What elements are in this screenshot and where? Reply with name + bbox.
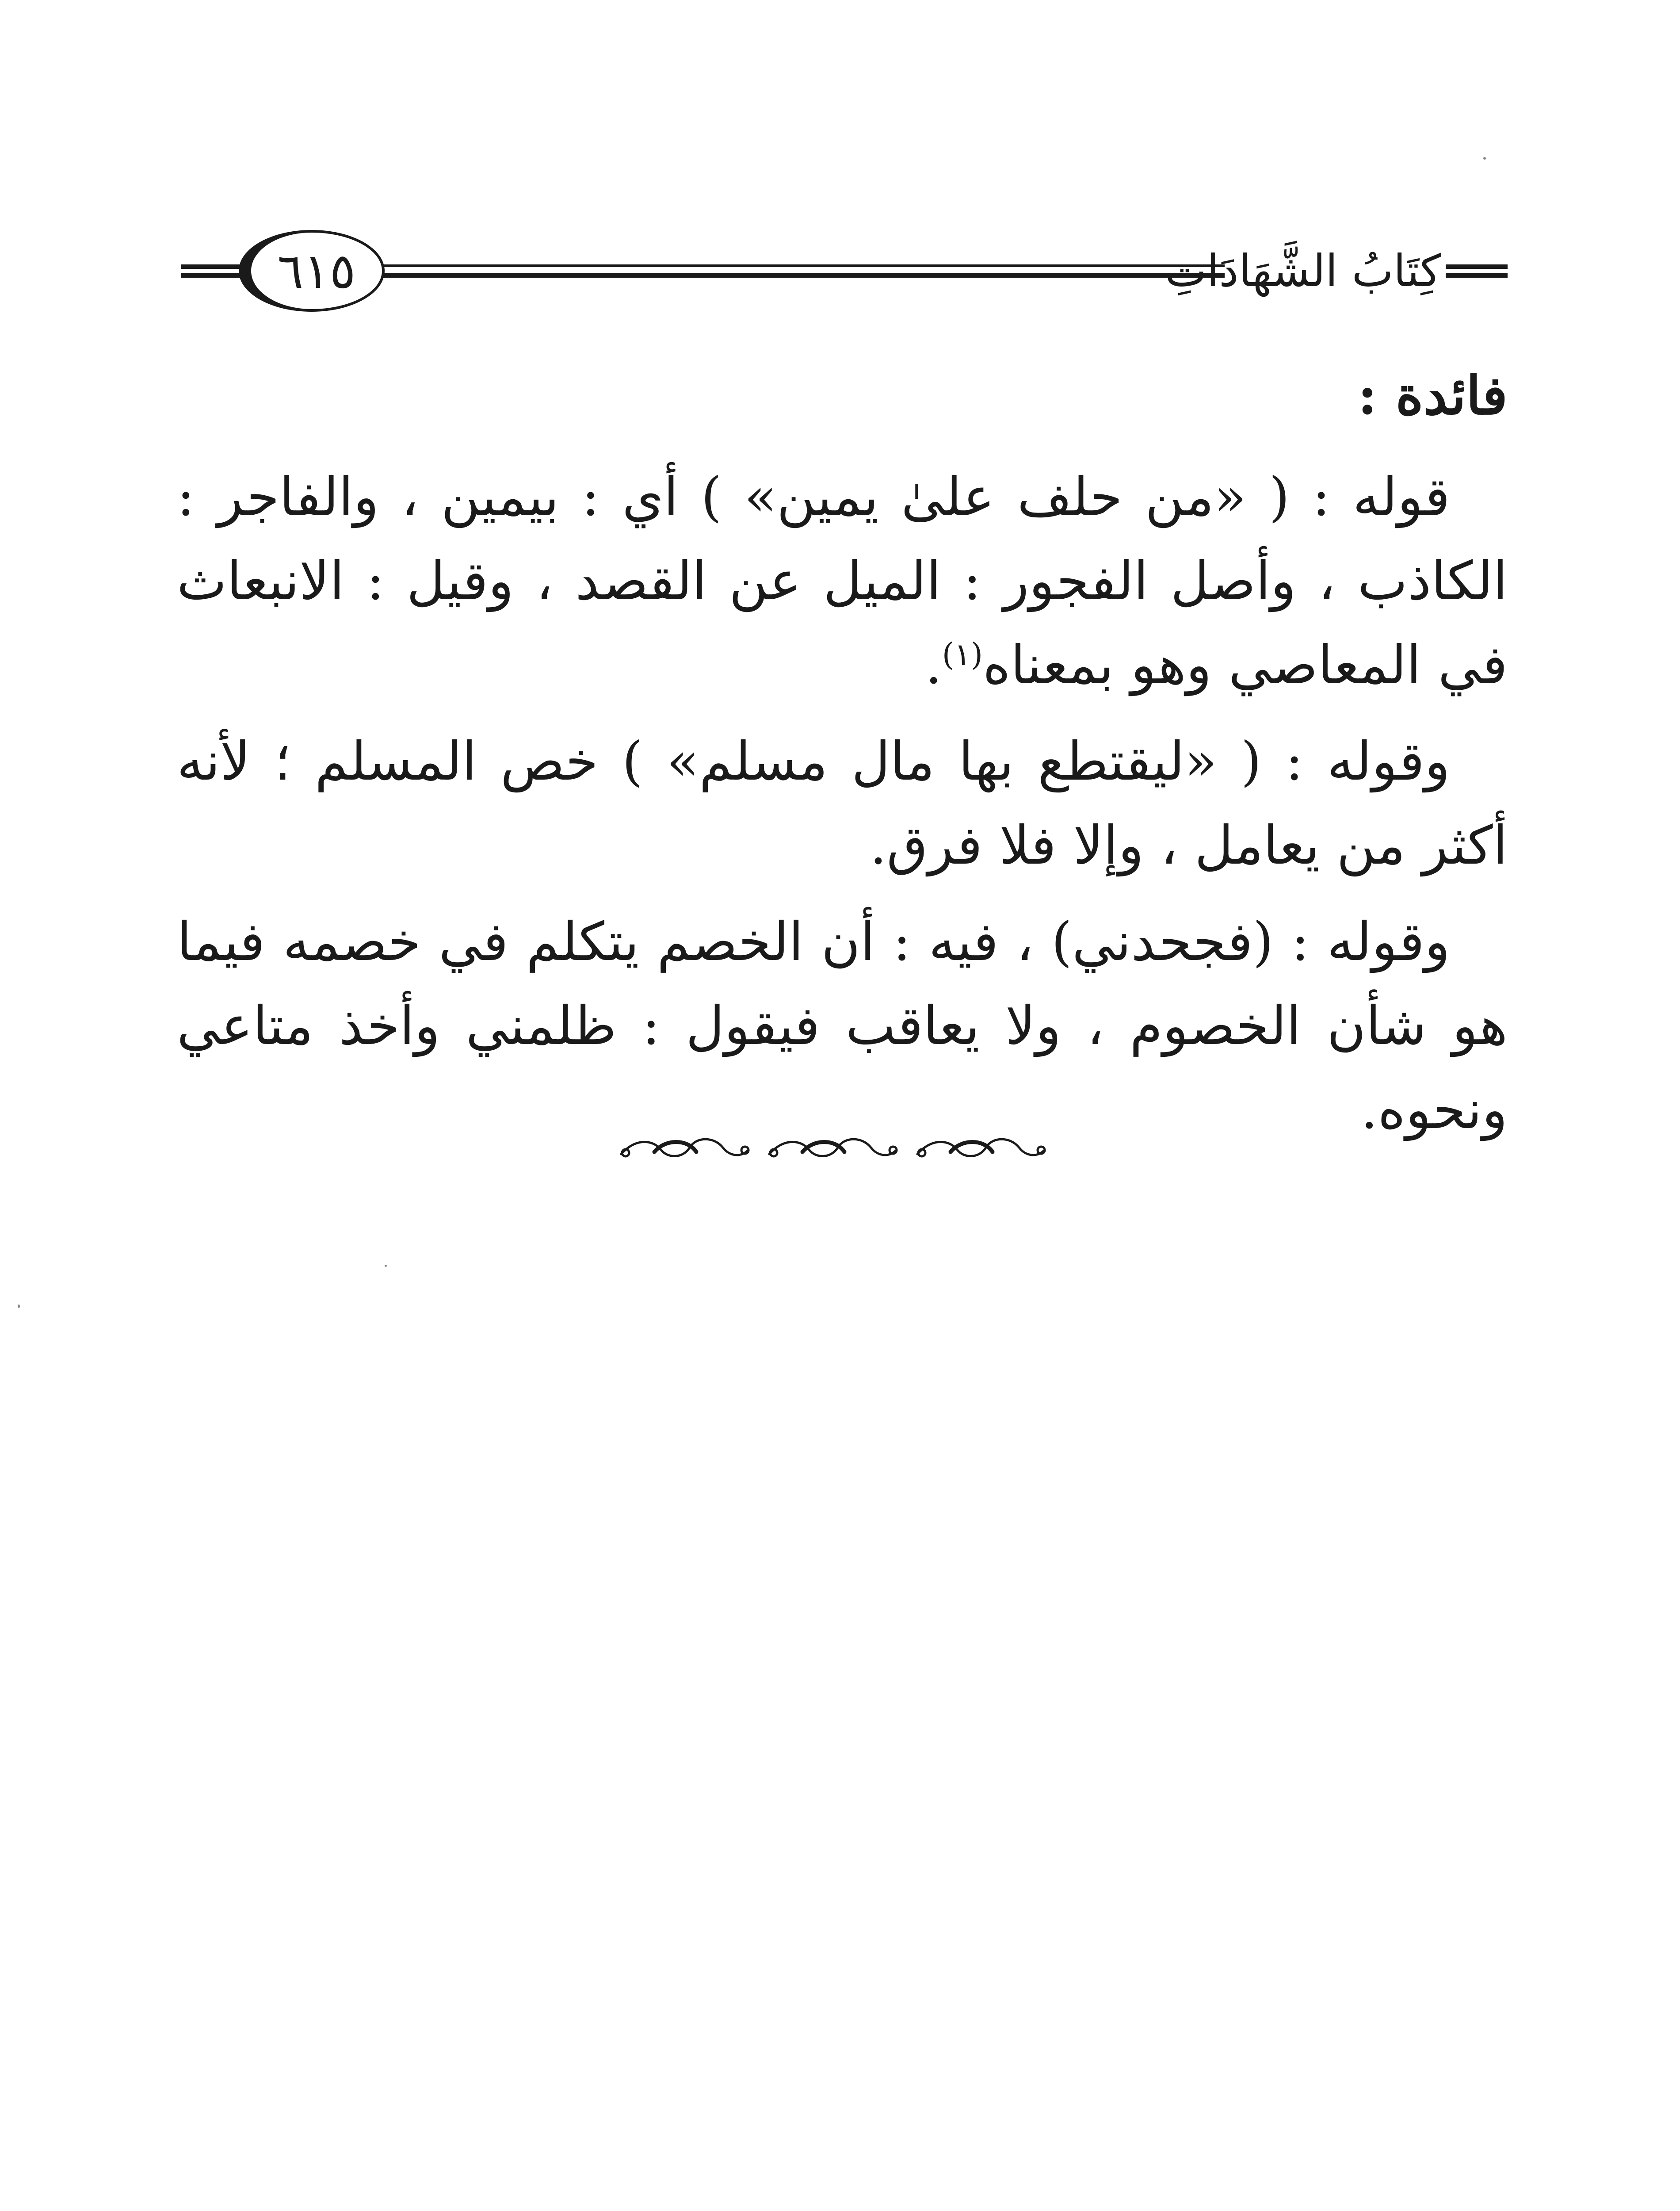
scan-speck — [18, 1304, 20, 1308]
ornament-flourish-2 — [769, 1139, 897, 1156]
page-number: ٦١٥ — [277, 242, 356, 299]
main-text — [177, 354, 1508, 1165]
paragraph-1-text: قوله : ( «من حلف علىٰ يمين» ) أي : بيمين ، والفاجر : الكاذب ، وأصل الفجور : الميل عن القصد ، وقيل : الانبعاث في المعاصي وهو بمعناه — [177, 467, 1508, 696]
running-title: كِتَابُ الشَّهَادَاتِ — [1165, 245, 1441, 297]
paragraph-3-text: وقوله : (فجحدني) ، فيه : أن الخصم يتكلم في خصمه فيما هو شأن الخصوم ، ولا يعاقب فيقول : ظلمني وأخذ متاعي ونحوه. — [177, 911, 1508, 1141]
scan-speck — [1483, 157, 1486, 160]
section-end-ornament — [612, 1130, 1054, 1170]
header-double-rule-middle — [376, 264, 1225, 278]
page-number-badge — [239, 230, 385, 312]
paragraph-3 — [177, 900, 1508, 1152]
ornament-flourish-1 — [621, 1139, 748, 1156]
paragraph-2-text: وقوله : ( «ليقتطع بها مال مسلم» ) خص المسلم ؛ لأنه أكثر من يعامل ، وإلا فلا فرق. — [177, 731, 1508, 876]
paragraph-2 — [177, 720, 1508, 888]
section-heading: فائدة : — [1357, 364, 1508, 427]
page-header — [181, 221, 1508, 318]
scan-speck — [385, 1265, 387, 1267]
paragraph-1-tail: . — [925, 635, 942, 696]
ornament-flourish-3 — [917, 1139, 1045, 1156]
footnote-reference[interactable]: (١) — [942, 636, 983, 673]
header-double-rule-right — [1446, 264, 1508, 278]
paragraph-1 — [177, 455, 1508, 708]
